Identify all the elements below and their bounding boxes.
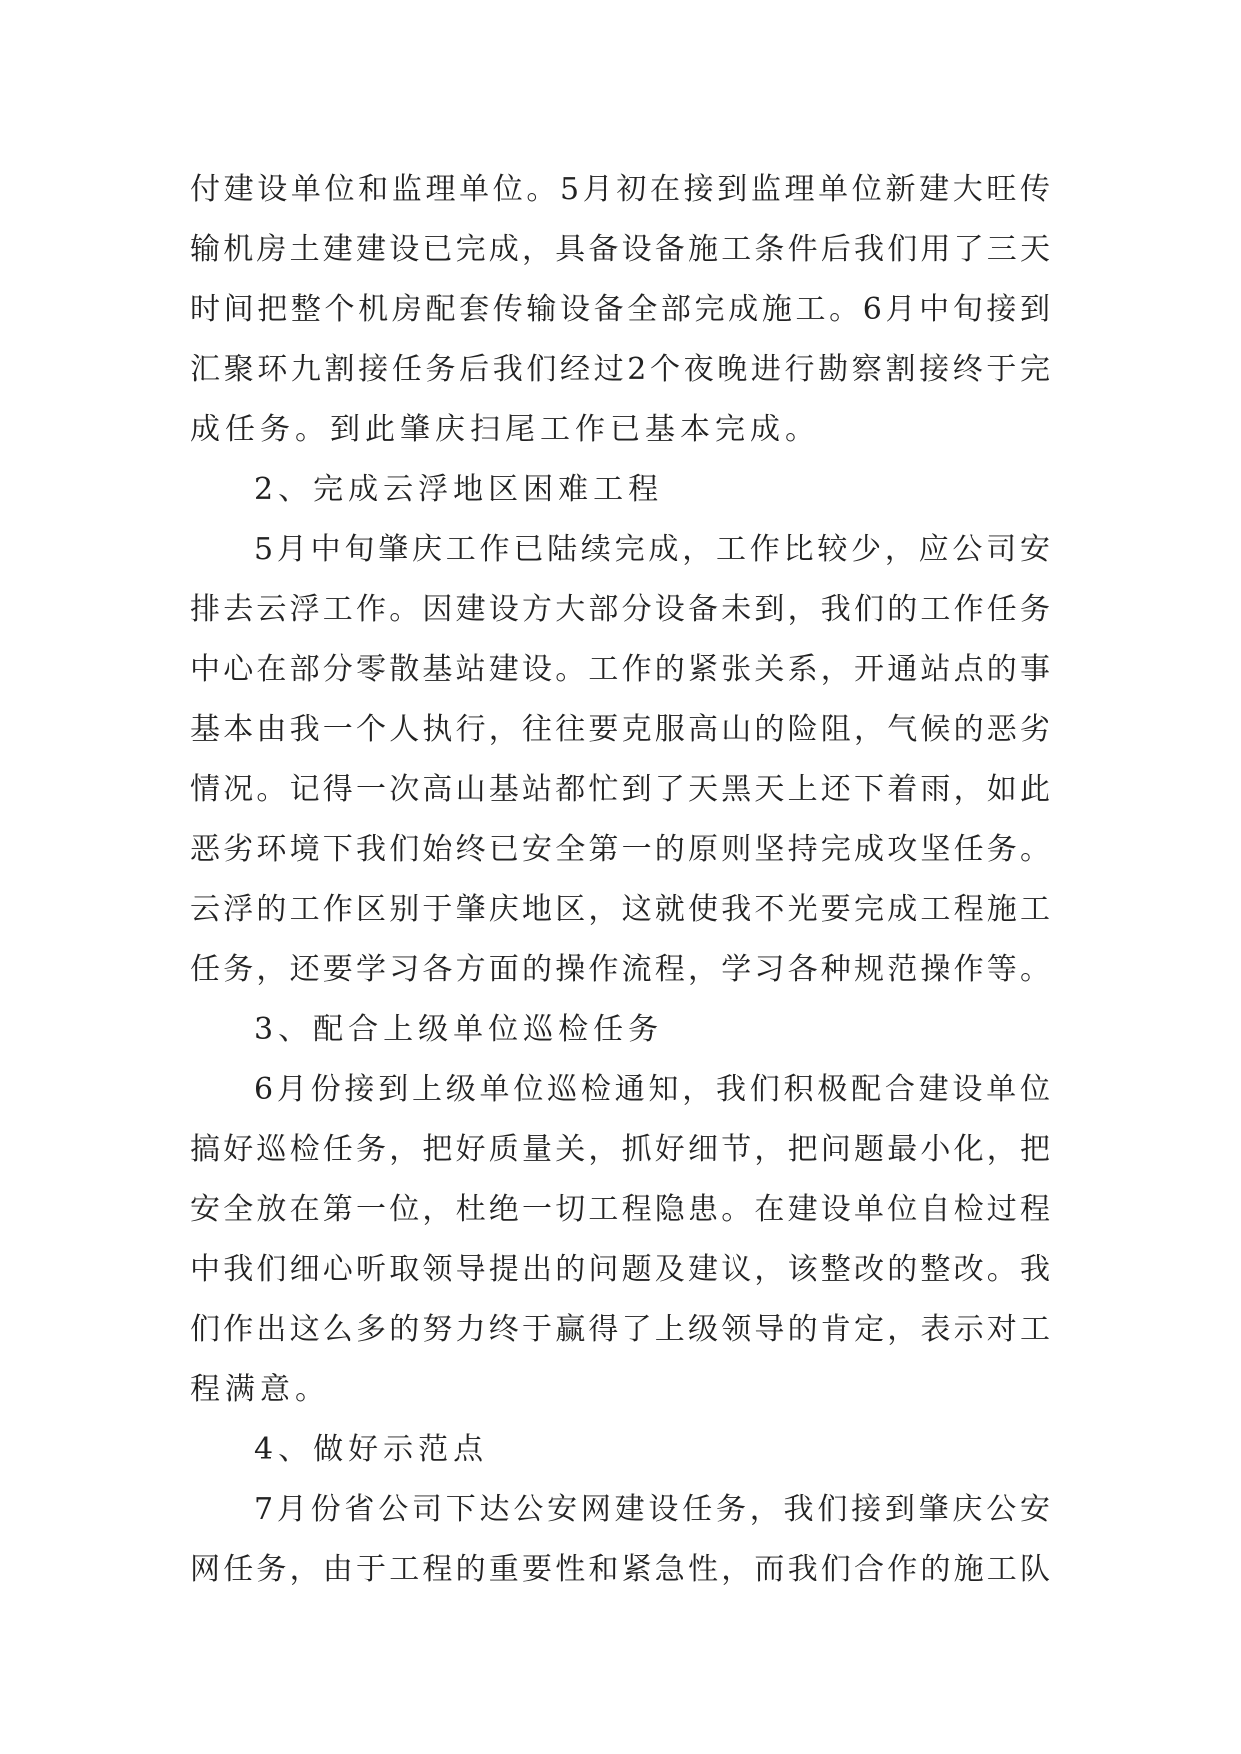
paragraph-line: 们作出这么多的努力终于赢得了上级领导的肯定，表示对工 (190, 1312, 1050, 1347)
paragraph-line: 网任务，由于工程的重要性和紧急性，而我们合作的施工队 (190, 1552, 1050, 1587)
paragraph-line: 搞好巡检任务，把好质量关，抓好细节，把问题最小化，把 (190, 1132, 1050, 1167)
paragraph-line: 安全放在第一位，杜绝一切工程隐患。在建设单位自检过程 (190, 1192, 1050, 1227)
section-heading: 3、配合上级单位巡检任务 (254, 1012, 664, 1047)
section-heading: 2、完成云浮地区困难工程 (254, 472, 664, 507)
paragraph-line: 任务，还要学习各方面的操作流程，学习各种规范操作等。 (190, 952, 1050, 987)
paragraph-line: 6月份接到上级单位巡检通知，我们积极配合建设单位 (254, 1072, 1050, 1107)
paragraph-line: 付建设单位和监理单位。5月初在接到监理单位新建大旺传 (190, 172, 1050, 207)
paragraph-line: 排去云浮工作。因建设方大部分设备未到，我们的工作任务 (190, 592, 1050, 627)
paragraph-line: 5月中旬肇庆工作已陆续完成，工作比较少，应公司安 (254, 532, 1050, 567)
paragraph-line: 成任务。到此肇庆扫尾工作已基本完成。 (190, 412, 820, 447)
body-text (190, 160, 1050, 1600)
paragraph-line: 程满意。 (190, 1372, 330, 1407)
paragraph-line: 情况。记得一次高山基站都忙到了天黑天上还下着雨，如此 (190, 772, 1050, 807)
paragraph-line: 汇聚环九割接任务后我们经过2个夜晚进行勘察割接终于完 (190, 352, 1050, 387)
paragraph-line: 7月份省公司下达公安网建设任务，我们接到肇庆公安 (254, 1492, 1050, 1527)
paragraph-line: 云浮的工作区别于肇庆地区，这就使我不光要完成工程施工 (190, 892, 1050, 927)
section-heading: 4、做好示范点 (254, 1432, 489, 1467)
paragraph-line: 恶劣环境下我们始终已安全第一的原则坚持完成攻坚任务。 (190, 832, 1050, 867)
paragraph-line: 时间把整个机房配套传输设备全部完成施工。6月中旬接到 (190, 292, 1050, 327)
paragraph-line: 中我们细心听取领导提出的问题及建议，该整改的整改。我 (190, 1252, 1050, 1287)
paragraph-line: 输机房土建建设已完成，具备设备施工条件后我们用了三天 (190, 232, 1050, 267)
paragraph-line: 中心在部分零散基站建设。工作的紧张关系，开通站点的事 (190, 652, 1050, 687)
paragraph-line: 基本由我一个人执行，往往要克服高山的险阻，气候的恶劣 (190, 712, 1050, 747)
